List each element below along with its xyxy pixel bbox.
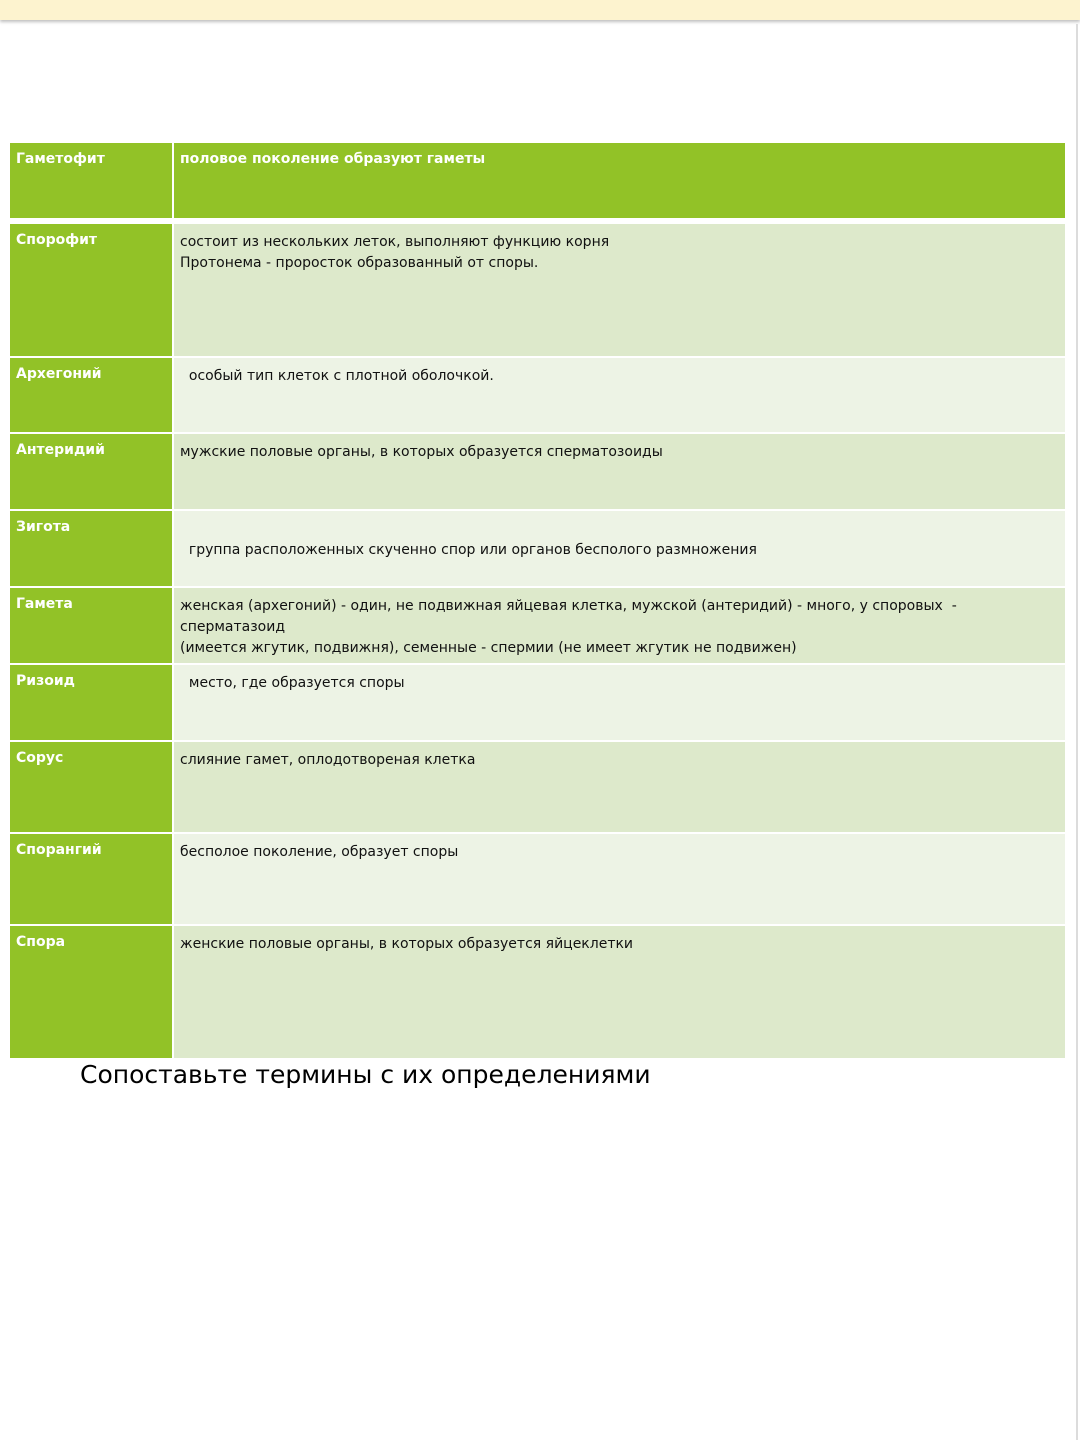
definition-line: слияние гамет, оплодотвореная клетка (180, 752, 476, 768)
term-cell: Сорус (10, 742, 174, 832)
definition-line: половое поколение образуют гаметы (180, 151, 486, 167)
table-row (10, 434, 1065, 511)
term-cell: Гамета (10, 588, 174, 663)
definition-cell (174, 588, 1065, 663)
term-cell: Спорангий (10, 834, 174, 924)
table-row (10, 358, 1065, 434)
definition-line: группа расположенных скученно спор или органов бесполого размножения (180, 542, 757, 558)
definition-line: место, где образуется споры (180, 675, 405, 691)
definition-line: бесполое поколение, образует споры (180, 844, 459, 860)
definition-line: мужские половые органы, в которых образуется сперматозоиды (180, 444, 663, 460)
definition-line (180, 519, 1059, 540)
table-row (10, 665, 1065, 742)
definition-cell (174, 665, 1065, 740)
definition-cell (174, 434, 1065, 509)
term-cell: Архегоний (10, 358, 174, 432)
table-row (10, 143, 1065, 224)
table-row (10, 224, 1065, 358)
instruction-text: Сопоставьте термины с их определениями (80, 1060, 651, 1089)
table-row (10, 511, 1065, 588)
term-cell: Зигота (10, 511, 174, 586)
page-edge (1076, 24, 1078, 1440)
definition-cell (174, 511, 1065, 586)
table-row (10, 834, 1065, 926)
definition-line: женские половые органы, в которых образуется яйцеклетки (180, 936, 634, 952)
definition-line: состоит из нескольких леток, выполняют функцию корня (180, 234, 610, 250)
term-cell: Гаметофит (10, 143, 174, 218)
definition-cell (174, 834, 1065, 924)
table-row (10, 742, 1065, 834)
definition-line: (имеется жгутик, подвижня), семенные - спермии (не имеет жгутик не подвижен) (180, 640, 797, 656)
definition-cell (174, 143, 1065, 218)
table-row (10, 588, 1065, 665)
definition-line: особый тип клеток с плотной оболочкой. (180, 368, 494, 384)
term-cell: Спора (10, 926, 174, 1058)
definition-cell (174, 926, 1065, 1058)
definition-cell (174, 742, 1065, 832)
definition-cell (174, 358, 1065, 432)
table-row (10, 926, 1065, 1058)
definition-line: женская (архегоний) - один, не подвижная яйцевая клетка, мужской (антеридий) - много, у споровых - сперматазоид (180, 598, 962, 635)
top-bar (0, 0, 1080, 20)
term-cell: Спорофит (10, 224, 174, 356)
term-cell: Ризоид (10, 665, 174, 740)
definition-cell (174, 224, 1065, 356)
definition-line: Протонема - проросток образованный от споры. (180, 255, 539, 271)
term-cell: Антеридий (10, 434, 174, 509)
terms-table (10, 143, 1065, 1058)
